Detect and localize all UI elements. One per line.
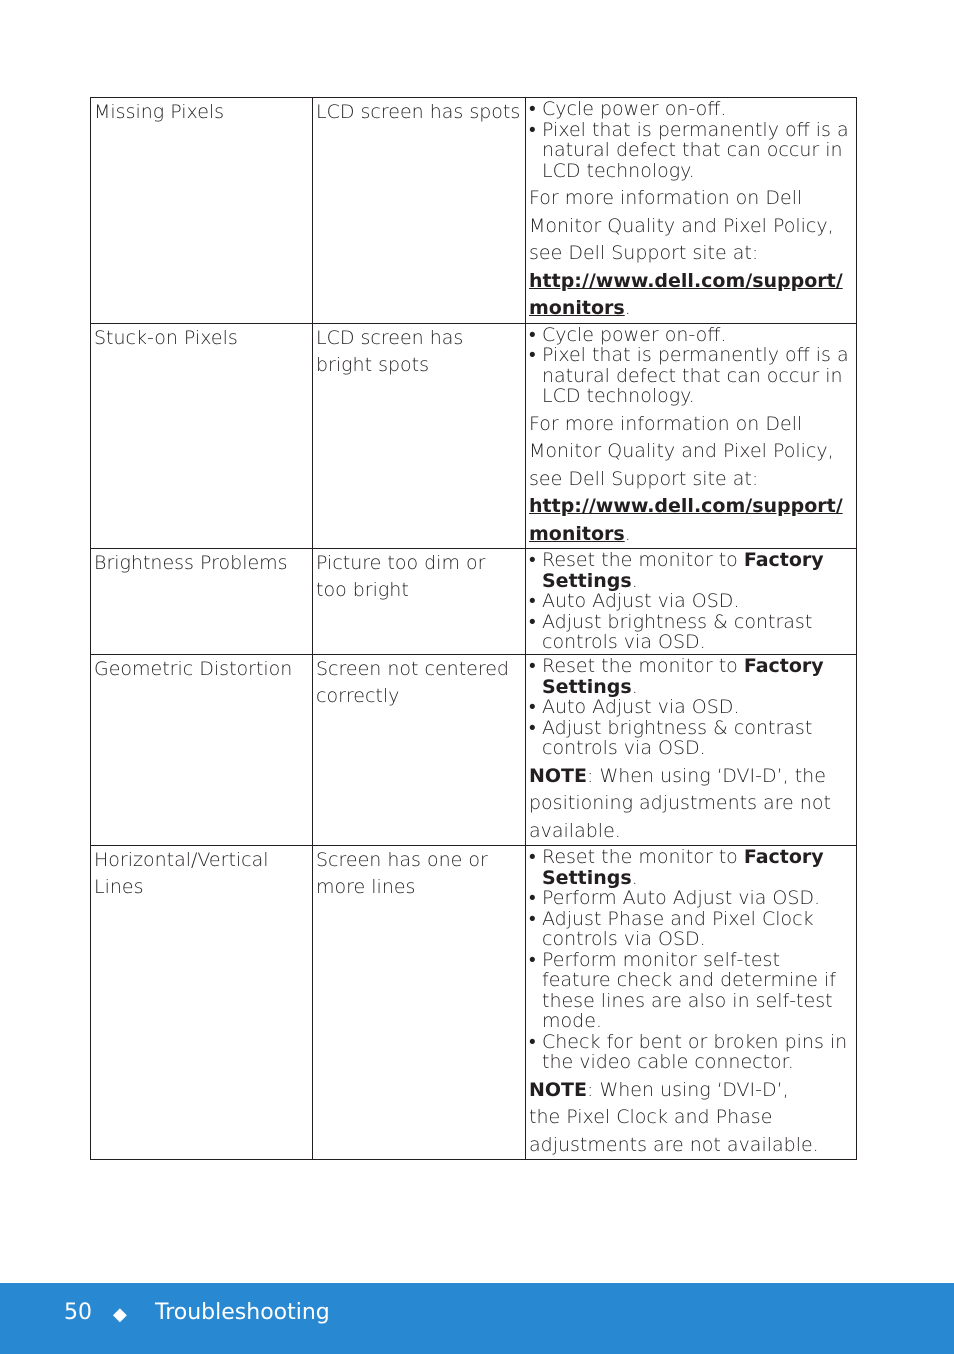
list-item: • Reset the monitor to Factory Settings. [529, 549, 824, 592]
page-number: 50 [64, 1300, 92, 1325]
list-item: • Auto Adjust via OSD. [529, 696, 740, 718]
list-item: • Pixel that is permanently off is a natural defect that can occur in LCD technology. [529, 344, 849, 407]
list-item: • Adjust brightness & contrast controls via OSD. [529, 716, 813, 759]
solution-cell [526, 98, 857, 324]
solution-cell [526, 323, 857, 549]
list-item: • Adjust Phase and Pixel Clock controls via OSD. [529, 907, 814, 950]
list-item: • Adjust brightness & contrast controls via OSD. [529, 610, 813, 653]
symptom-cell: Picture too dim or too bright [313, 549, 526, 655]
support-link[interactable]: http://www.dell.com/support/ monitors [529, 269, 843, 319]
diamond-icon: ◆ [113, 1304, 127, 1325]
troubleshooting-table [90, 97, 857, 1160]
info-text: For more information on Dell Monitor Quality and Pixel Policy, see Dell Support site at: http://www.dell.com/support/ monitors. [529, 412, 843, 545]
symptom-cell: Screen not centered correctly [313, 655, 526, 846]
solution-list [529, 550, 853, 653]
info-text: For more information on Dell Monitor Quality and Pixel Policy, see Dell Support site at: http://www.dell.com/support/ monitors. [529, 187, 843, 319]
list-item: • Reset the monitor to Factory Settings. [529, 846, 824, 889]
table-row [91, 323, 857, 549]
list-item: • Check for bent or broken pins in the video cable connector. [529, 1030, 848, 1073]
symptom-cell: Screen has one or more lines [313, 846, 526, 1160]
problem-cell: Missing Pixels [91, 98, 313, 324]
list-item: • Cycle power on-off. [529, 98, 727, 120]
table-row [91, 549, 857, 655]
problem-cell: Stuck-on Pixels [91, 323, 313, 549]
list-item: • Cycle power on-off. [529, 323, 727, 346]
table-row [91, 655, 857, 846]
problem-cell: Horizontal/Vertical Lines [91, 846, 313, 1160]
solution-list [529, 847, 853, 1073]
list-item: • Perform monitor self-test feature check and determine if these lines are also in self-test mode. [529, 948, 836, 1032]
solution-list [529, 656, 853, 759]
solution-list [529, 99, 853, 181]
solution-cell [526, 655, 857, 846]
list-item: • Pixel that is permanently off is a natural defect that can occur in LCD technology. [529, 118, 849, 182]
list-item: • Auto Adjust via OSD. [529, 590, 740, 612]
table-row [91, 98, 857, 324]
problem-cell: Geometric Distortion [91, 655, 313, 846]
section-title: Troubleshooting [155, 1300, 330, 1325]
table-row [91, 846, 857, 1160]
solution-cell [526, 549, 857, 655]
symptom-cell: LCD screen has spots [313, 98, 526, 324]
page-footer [0, 1283, 954, 1354]
support-link[interactable]: http://www.dell.com/support/ monitors [529, 495, 843, 545]
list-item: • Perform Auto Adjust via OSD. [529, 887, 821, 909]
symptom-cell: LCD screen has bright spots [313, 323, 526, 549]
solution-list [529, 325, 853, 407]
list-item: • Reset the monitor to Factory Settings. [529, 655, 824, 698]
solution-cell [526, 846, 857, 1160]
problem-cell: Brightness Problems [91, 549, 313, 655]
note-text: NOTE: When using ‘DVI-D’, the Pixel Clock and Phase adjustments are not available. [529, 1078, 819, 1156]
note-text: NOTE: When using ‘DVI-D’, the positioning adjustments are not available. [529, 764, 831, 842]
